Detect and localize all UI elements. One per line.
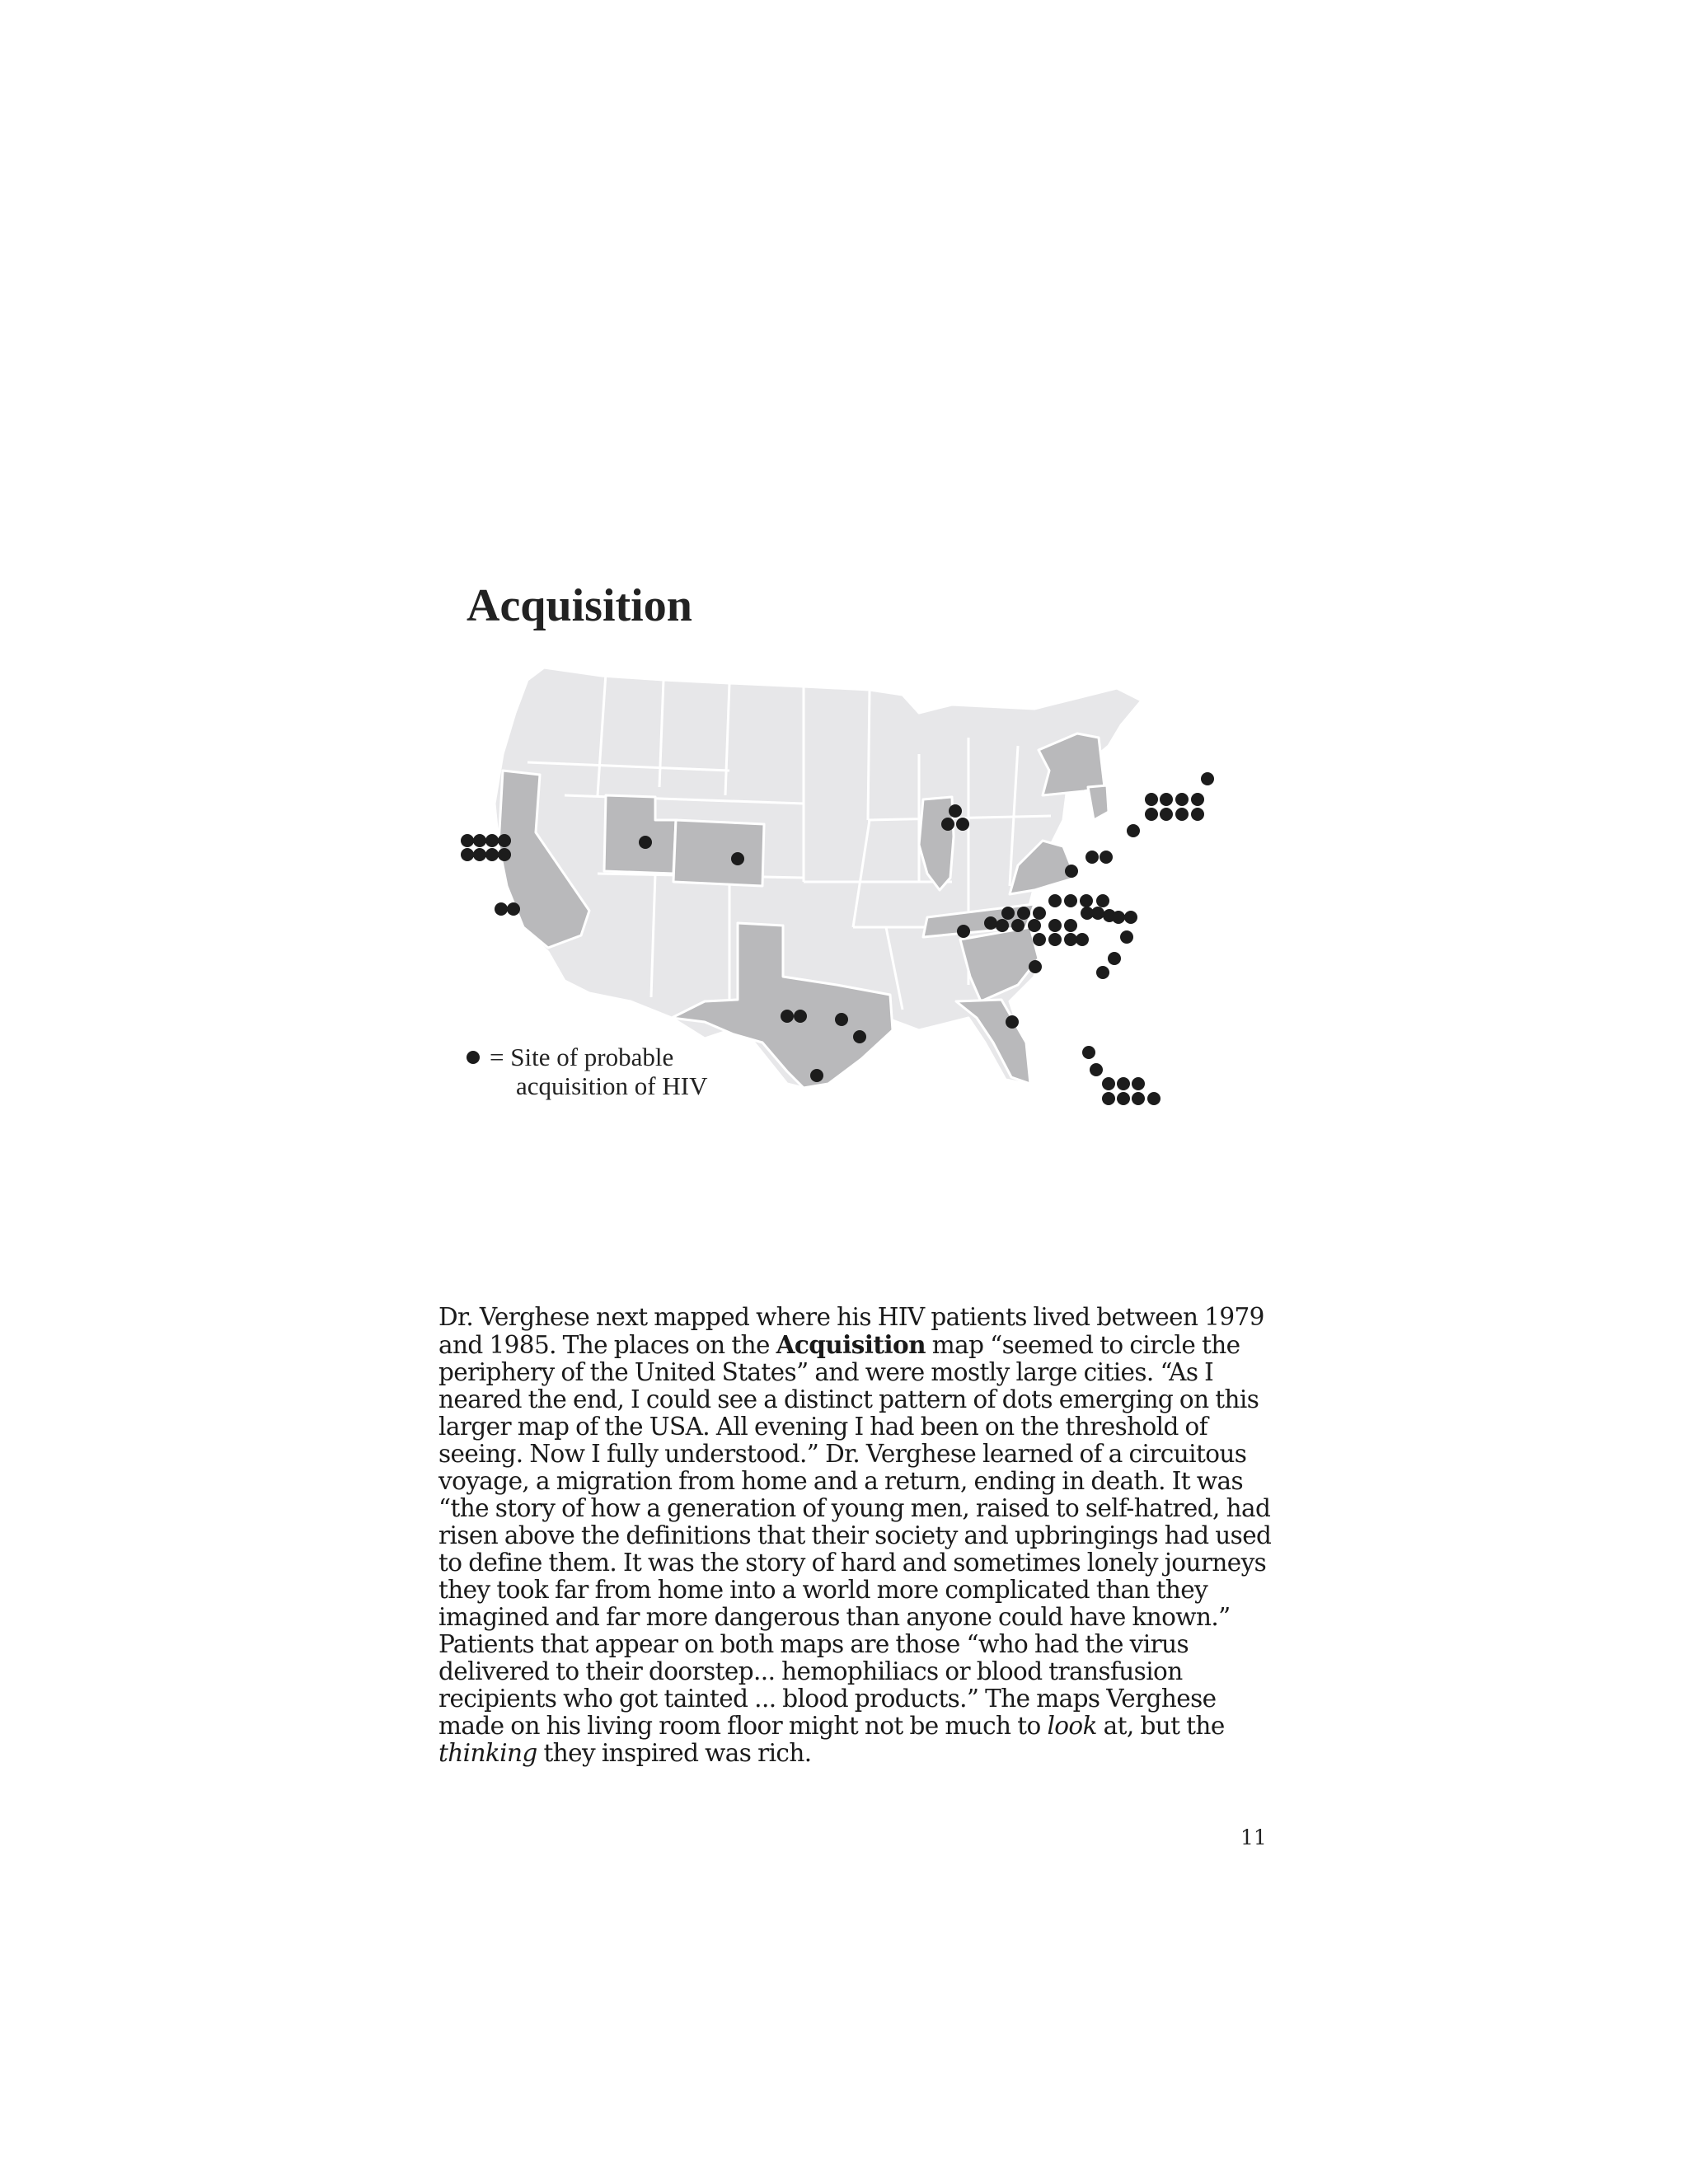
acquisition-site-dot bbox=[1064, 894, 1077, 907]
paragraph-italic-look: look bbox=[1047, 1712, 1097, 1740]
acquisition-site-dot bbox=[1048, 919, 1062, 932]
state-new-jersey bbox=[1088, 785, 1109, 820]
acquisition-site-dot bbox=[853, 1030, 866, 1043]
acquisition-site-dot bbox=[1124, 911, 1137, 924]
acquisition-site-dot bbox=[956, 818, 969, 831]
acquisition-site-dot bbox=[957, 925, 970, 938]
acquisition-site-dot bbox=[1029, 960, 1042, 973]
acquisition-site-dot bbox=[1096, 966, 1109, 979]
acquisition-site-dot bbox=[1132, 1077, 1145, 1090]
acquisition-site-dot bbox=[1028, 919, 1041, 932]
acquisition-site-dot bbox=[1082, 1046, 1095, 1059]
acquisition-site-dot bbox=[1108, 952, 1121, 965]
acquisition-site-dot bbox=[1145, 793, 1158, 806]
paragraph-text-2: map “seemed to circle the periphery of the United States” and were mostly large cities. “As I neared the end, I could see a distinct pattern of dots emerging on this larger map of the USA. All evening I had been on the threshold of seeing. Now I fully understood.” Dr. Verghese learned of a circuitous voyage, a migration from home and a return, ending in death. It was “the story of how a generation of young men, raised to self-hatred, had risen above the definitions that their society and upbringings had used to define them. It was the story of hard and sometimes lonely journeys they took far from home into a world more complicated than they imagined and far more dangerous than anyone could have known.” Patients that appear on both maps are those “who had the virus delivered to their doorstep... hemophiliacs or blood transfusion recipients who got tainted ... blood products.” The maps Verghese made on his living room floor might not be much to bbox=[438, 1331, 1272, 1740]
page-title: Acquisition bbox=[467, 580, 692, 631]
acquisition-site-dot bbox=[1117, 1077, 1130, 1090]
acquisition-site-dot bbox=[731, 852, 744, 865]
acquisition-site-dot bbox=[485, 848, 499, 861]
legend-line-2: acquisition of HIV bbox=[516, 1071, 708, 1100]
legend-dot-icon bbox=[467, 1051, 480, 1064]
acquisition-site-dot bbox=[1033, 933, 1046, 946]
acquisition-site-dot bbox=[473, 834, 486, 847]
paragraph-text-1: Dr. Verghese next mapped where his HIV patients lived between 1979 and 1985. The places on the bbox=[438, 1303, 1264, 1359]
acquisition-site-dot bbox=[1112, 911, 1125, 924]
acquisition-site-dot bbox=[1191, 793, 1204, 806]
acquisition-site-dot bbox=[1160, 793, 1173, 806]
acquisition-site-dot bbox=[1085, 851, 1099, 864]
acquisition-site-dot bbox=[1160, 808, 1173, 821]
acquisition-site-dot bbox=[1145, 808, 1158, 821]
acquisition-site-dot bbox=[1064, 933, 1077, 946]
acquisition-site-dot bbox=[1175, 793, 1189, 806]
acquisition-site-dot bbox=[1100, 851, 1113, 864]
page-number: 11 bbox=[1240, 1825, 1267, 1849]
paragraph-italic-thinking: thinking bbox=[438, 1739, 537, 1767]
acquisition-site-dot bbox=[1065, 865, 1078, 878]
acquisition-site-dot bbox=[1076, 933, 1089, 946]
acquisition-site-dot bbox=[1147, 1092, 1160, 1105]
acquisition-site-dot bbox=[781, 1010, 794, 1023]
acquisition-site-dot bbox=[1132, 1092, 1145, 1105]
acquisition-site-dot bbox=[1033, 907, 1046, 920]
acquisition-site-dot bbox=[498, 848, 511, 861]
acquisition-site-dot bbox=[1001, 907, 1015, 920]
acquisition-site-dot bbox=[495, 902, 508, 916]
acquisition-site-dot bbox=[461, 834, 474, 847]
legend-line-1: = Site of probable bbox=[490, 1043, 674, 1071]
paragraph-text-3: at, but the bbox=[1096, 1712, 1225, 1740]
acquisition-site-dot bbox=[835, 1013, 848, 1026]
acquisition-site-dot bbox=[1102, 1077, 1115, 1090]
acquisition-site-dot bbox=[1048, 894, 1062, 907]
acquisition-site-dot bbox=[1006, 1015, 1019, 1029]
acquisition-site-dot bbox=[1017, 907, 1030, 920]
acquisition-site-dot bbox=[1102, 1092, 1115, 1105]
acquisition-site-dot bbox=[1064, 919, 1077, 932]
acquisition-site-dot bbox=[810, 1069, 823, 1082]
acquisition-site-dot bbox=[1081, 907, 1094, 920]
body-paragraph bbox=[438, 1304, 1287, 1767]
acquisition-site-dot bbox=[1096, 894, 1109, 907]
acquisition-site-dot bbox=[1117, 1092, 1130, 1105]
acquisition-site-dot bbox=[1201, 772, 1214, 785]
paragraph-bold-term: Acquisition bbox=[776, 1330, 926, 1359]
acquisition-site-dot bbox=[639, 836, 652, 849]
acquisition-site-dot bbox=[1011, 919, 1025, 932]
map-legend bbox=[467, 1043, 707, 1100]
acquisition-site-dot bbox=[1090, 1063, 1103, 1076]
acquisition-site-dot bbox=[941, 818, 954, 831]
acquisition-site-dot bbox=[507, 902, 520, 916]
acquisition-site-dot bbox=[473, 848, 486, 861]
acquisition-site-dot bbox=[949, 804, 962, 818]
acquisition-site-dot bbox=[485, 834, 499, 847]
paragraph-text-4: they inspired was rich. bbox=[537, 1739, 812, 1767]
acquisition-site-dot bbox=[1175, 808, 1189, 821]
acquisition-site-dot bbox=[498, 834, 511, 847]
acquisition-site-dot bbox=[1120, 930, 1133, 944]
acquisition-site-dot bbox=[461, 848, 474, 861]
acquisition-site-dot bbox=[1127, 824, 1140, 837]
acquisition-site-dot bbox=[1191, 808, 1204, 821]
acquisition-site-dot bbox=[996, 919, 1009, 932]
acquisition-site-dot bbox=[984, 916, 997, 930]
acquisition-site-dot bbox=[1080, 894, 1093, 907]
acquisition-site-dot bbox=[1048, 933, 1062, 946]
acquisition-site-dot bbox=[794, 1010, 807, 1023]
state-colorado bbox=[673, 820, 764, 886]
